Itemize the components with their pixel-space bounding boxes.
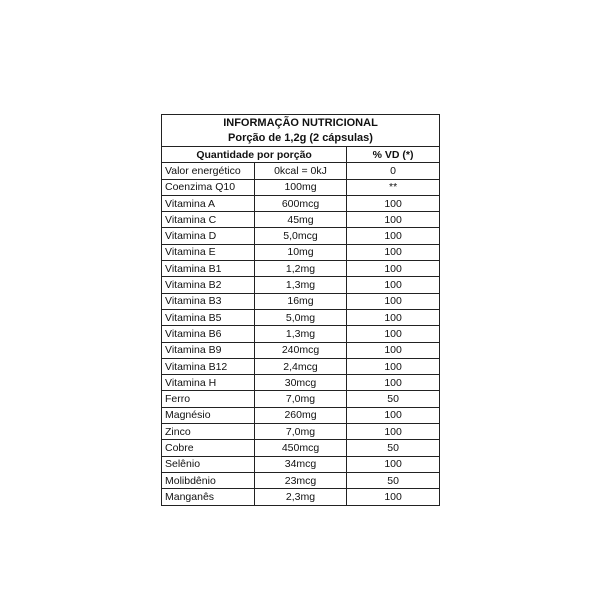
nutrient-row	[162, 163, 439, 179]
nutrient-row	[162, 293, 439, 309]
nutrient-amount: 240mcg	[254, 342, 346, 358]
nutrient-name: Vitamina B3	[162, 293, 254, 309]
nutrient-row	[162, 309, 439, 325]
nutrient-name: Vitamina E	[162, 244, 254, 260]
nutrient-row	[162, 228, 439, 244]
nutrient-name: Vitamina B12	[162, 358, 254, 374]
nutrition-table	[162, 147, 439, 505]
nutrient-row	[162, 277, 439, 293]
nutrient-amount: 45mg	[254, 212, 346, 228]
vd-column-header: % VD (*)	[347, 147, 439, 163]
nutrient-vd: 100	[347, 342, 439, 358]
nutrient-vd: 50	[347, 440, 439, 456]
nutrient-vd: 100	[347, 489, 439, 505]
nutrient-vd: 100	[347, 358, 439, 374]
nutrient-row	[162, 440, 439, 456]
nutrient-vd: 100	[347, 375, 439, 391]
nutrient-amount: 2,3mg	[254, 489, 346, 505]
nutrient-vd: 100	[347, 424, 439, 440]
nutrition-title: INFORMAÇÃO NUTRICIONAL	[223, 117, 378, 129]
nutrient-name: Cobre	[162, 440, 254, 456]
nutrient-amount: 7,0mg	[254, 391, 346, 407]
nutrient-name: Molibdênio	[162, 472, 254, 488]
nutrient-name: Vitamina B5	[162, 309, 254, 325]
nutrient-name: Vitamina B9	[162, 342, 254, 358]
nutrient-row	[162, 212, 439, 228]
nutrient-vd: 100	[347, 407, 439, 423]
nutrient-vd: 50	[347, 472, 439, 488]
nutrient-amount: 600mcg	[254, 195, 346, 211]
nutrition-facts-panel	[161, 114, 440, 506]
nutrient-amount: 2,4mcg	[254, 358, 346, 374]
nutrient-vd: 100	[347, 309, 439, 325]
serving-size: Porção de 1,2g (2 cápsulas)	[228, 132, 373, 144]
nutrient-name: Vitamina B1	[162, 261, 254, 277]
nutrient-vd: 0	[347, 163, 439, 179]
nutrient-name: Vitamina B2	[162, 277, 254, 293]
nutrient-vd: 50	[347, 391, 439, 407]
nutrient-rows	[162, 163, 439, 505]
nutrient-name: Vitamina D	[162, 228, 254, 244]
nutrient-vd: 100	[347, 212, 439, 228]
nutrient-name: Vitamina B6	[162, 326, 254, 342]
nutrient-vd: 100	[347, 293, 439, 309]
nutrient-amount: 0kcal = 0kJ	[254, 163, 346, 179]
nutrient-amount: 7,0mg	[254, 424, 346, 440]
nutrient-amount: 1,2mg	[254, 261, 346, 277]
nutrient-row	[162, 472, 439, 488]
nutrient-amount: 1,3mg	[254, 326, 346, 342]
nutrient-name: Selênio	[162, 456, 254, 472]
nutrient-name: Zinco	[162, 424, 254, 440]
nutrient-name: Valor energético	[162, 163, 254, 179]
nutrient-name: Ferro	[162, 391, 254, 407]
nutrient-row	[162, 424, 439, 440]
nutrient-amount: 5,0mg	[254, 309, 346, 325]
nutrient-name: Vitamina A	[162, 195, 254, 211]
nutrient-amount: 100mg	[254, 179, 346, 195]
nutrient-row	[162, 358, 439, 374]
nutrient-amount: 450mcg	[254, 440, 346, 456]
nutrient-vd: 100	[347, 244, 439, 260]
nutrient-amount: 260mg	[254, 407, 346, 423]
column-header-row	[162, 147, 439, 163]
nutrient-vd: 100	[347, 326, 439, 342]
nutrient-amount: 5,0mcg	[254, 228, 346, 244]
nutrient-vd: **	[347, 179, 439, 195]
nutrient-amount: 10mg	[254, 244, 346, 260]
nutrient-row	[162, 326, 439, 342]
quantity-column-header: Quantidade por porção	[162, 147, 347, 163]
nutrient-row	[162, 456, 439, 472]
nutrient-amount: 34mcg	[254, 456, 346, 472]
nutrient-row	[162, 195, 439, 211]
nutrient-row	[162, 375, 439, 391]
nutrient-name: Vitamina H	[162, 375, 254, 391]
nutrient-row	[162, 391, 439, 407]
nutrient-amount: 30mcg	[254, 375, 346, 391]
nutrient-vd: 100	[347, 456, 439, 472]
nutrient-vd: 100	[347, 195, 439, 211]
nutrient-amount: 23mcg	[254, 472, 346, 488]
nutrient-amount: 16mg	[254, 293, 346, 309]
nutrition-header	[162, 115, 439, 147]
nutrient-vd: 100	[347, 277, 439, 293]
nutrient-vd: 100	[347, 228, 439, 244]
nutrient-row	[162, 179, 439, 195]
nutrient-row	[162, 261, 439, 277]
nutrient-vd: 100	[347, 261, 439, 277]
nutrient-name: Manganês	[162, 489, 254, 505]
nutrient-row	[162, 489, 439, 505]
nutrient-amount: 1,3mg	[254, 277, 346, 293]
nutrient-row	[162, 407, 439, 423]
nutrient-name: Coenzima Q10	[162, 179, 254, 195]
nutrient-row	[162, 342, 439, 358]
nutrient-name: Magnésio	[162, 407, 254, 423]
nutrient-row	[162, 244, 439, 260]
nutrient-name: Vitamina C	[162, 212, 254, 228]
